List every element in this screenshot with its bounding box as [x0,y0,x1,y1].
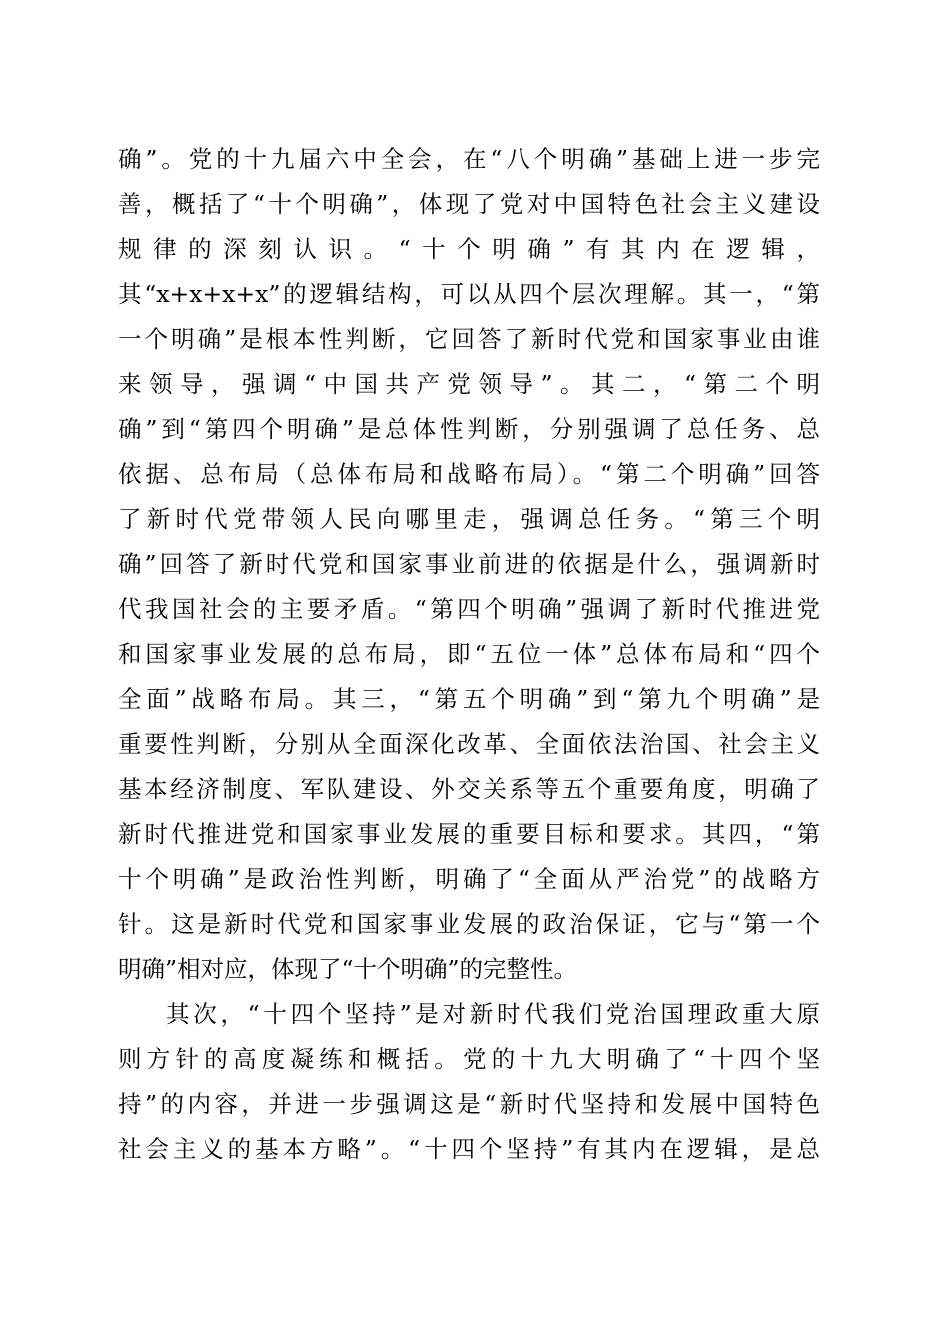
text-line-5: 一个明确”是根本性判断，它回答了新时代党和国家事业由谁 [118,325,820,353]
text-line-21: 则方针的高度凝练和概括。党的十九大明确了“十四个坚 [118,1045,820,1073]
text-line-1: 确”。党的十九届六中全会，在“八个明确”基础上进一步完 [118,145,820,173]
text-line-6: 来领导，强调“中国共产党领导”。其二，“第二个明 [118,370,820,398]
text-line-12: 和国家事业发展的总布局，即“五位一体”总体布局和“四个 [118,640,820,668]
text-line-18: 针。这是新时代党和国家事业发展的政治保证，它与“第一个 [118,910,820,938]
text-line-23: 社会主义的基本方略”。“十四个坚持”有其内在逻辑，是总 [118,1135,820,1163]
text-line-7: 确”到“第四个明确”是总体性判断，分别强调了总任务、总 [118,415,820,443]
text-line-13: 全面”战略布局。其三，“第五个明确”到“第九个明确”是 [118,685,820,713]
text-line-2: 善，概括了“十个明确”，体现了党对中国特色社会主义建设 [118,190,820,218]
text-line-8: 依据、总布局（总体布局和战略布局）。“第二个明确”回答 [118,460,820,488]
text-line-15: 基本经济制度、军队建设、外交关系等五个重要角度，明确了 [118,775,820,803]
text-line-11: 代我国社会的主要矛盾。“第四个明确”强调了新时代推进党 [118,595,820,623]
text-line-14: 重要性判断，分别从全面深化改革、全面依法治国、社会主义 [118,730,820,758]
text-line-20: 其次，“十四个坚持”是对新时代我们党治国理政重大原 [166,1000,820,1028]
text-line-19: 明确”相对应，体现了“十个明确”的完整性。 [118,955,578,983]
text-line-4: 其“x+x+x+x”的逻辑结构，可以从四个层次理解。其一，“第 [118,280,820,308]
text-line-22: 持”的内容，并进一步强调这是“新时代坚持和发展中国特色 [118,1090,820,1118]
text-line-3: 规律的深刻认识。“十个明确”有其内在逻辑， [118,235,820,263]
text-line-16: 新时代推进党和国家事业发展的重要目标和要求。其四，“第 [118,820,820,848]
text-line-9: 了新时代党带领人民向哪里走，强调总任务。“第三个明 [118,505,820,533]
text-line-17: 十个明确”是政治性判断，明确了“全面从严治党”的战略方 [118,865,820,893]
text-line-10: 确”回答了新时代党和国家事业前进的依据是什么，强调新时 [118,550,820,578]
